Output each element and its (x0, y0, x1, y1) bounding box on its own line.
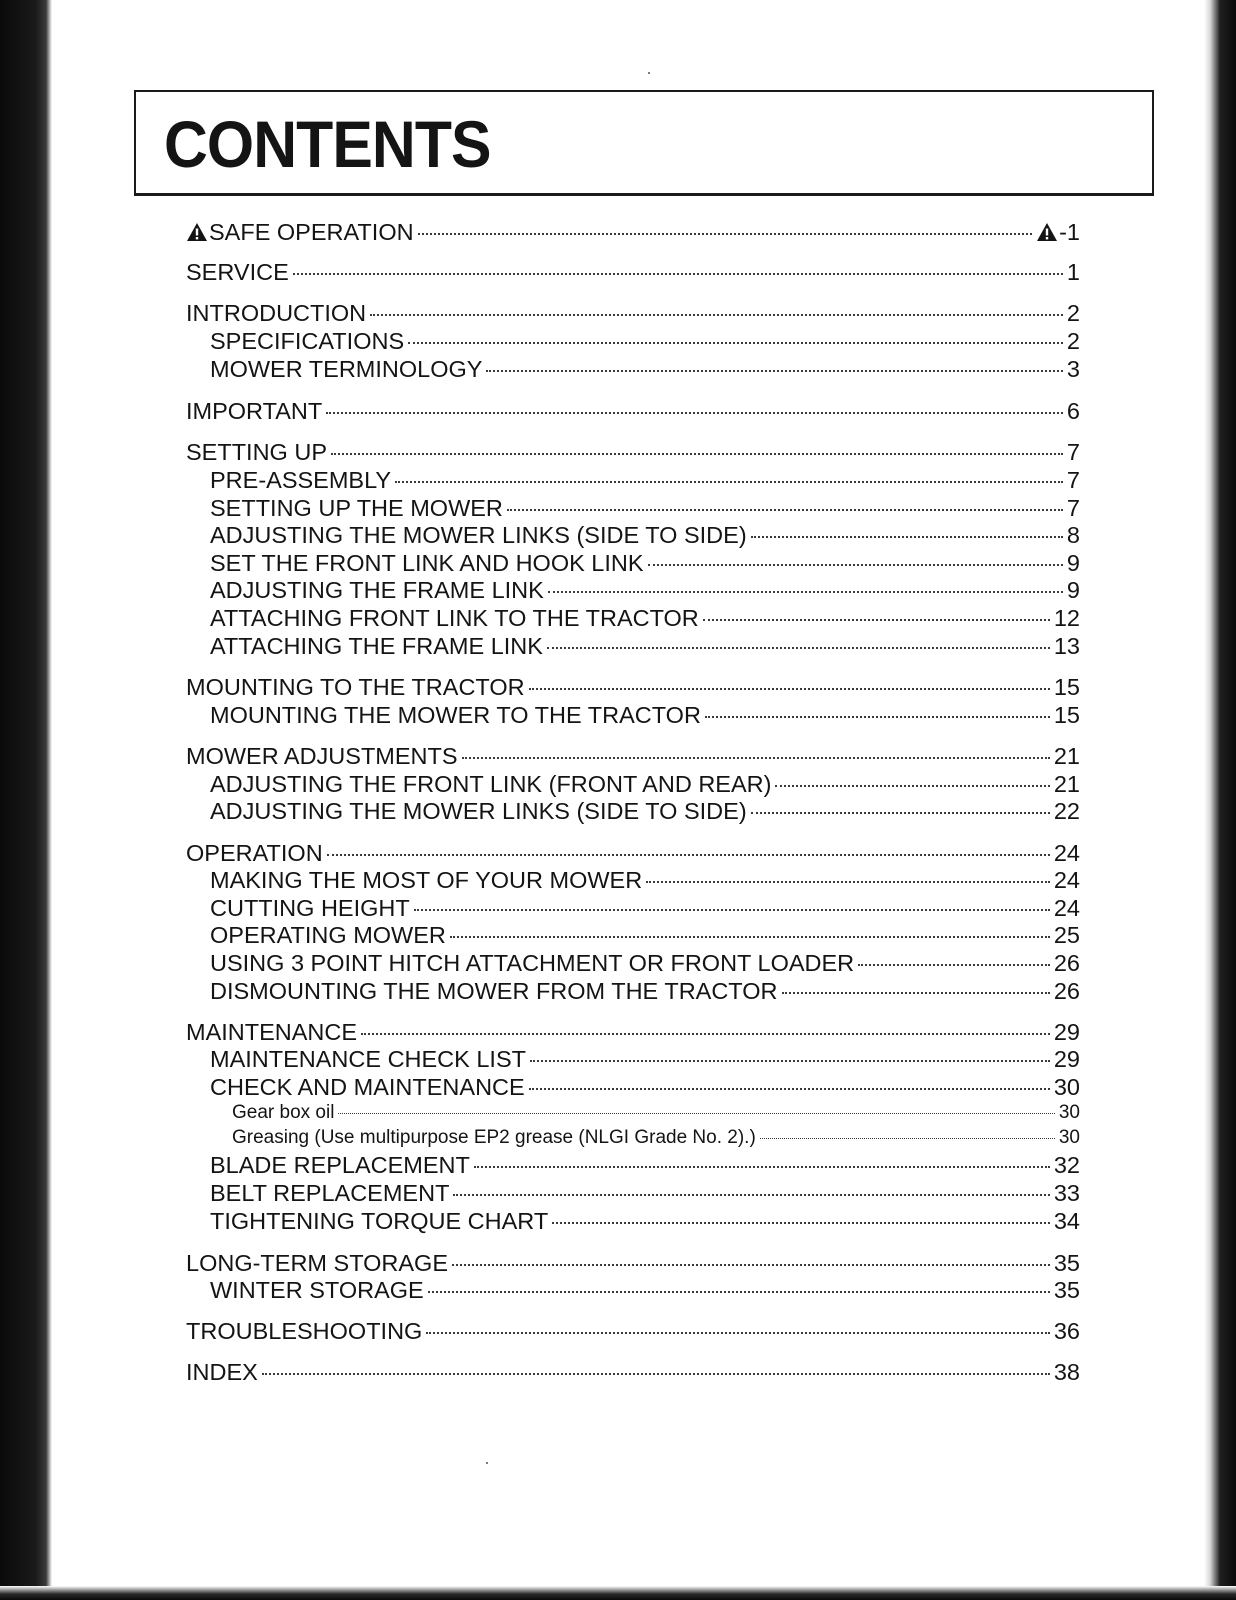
toc-entry-label (210, 327, 404, 355)
toc-entry-label (210, 604, 699, 632)
toc-entry-page-number: 15 (1053, 674, 1080, 700)
toc-entry-page (1054, 977, 1080, 1005)
dot-leader (858, 964, 1050, 966)
toc-entry (186, 218, 1080, 246)
toc-entry-page (1067, 299, 1080, 327)
toc-entry-text: MAINTENANCE CHECK LIST (210, 1046, 526, 1072)
toc-entry-text: SET THE FRONT LINK AND HOOK LINK (210, 550, 644, 576)
toc-entry-page (1054, 1018, 1080, 1046)
toc-entry-label (186, 299, 366, 327)
toc-entry-text: MOWER ADJUSTMENTS (186, 743, 458, 769)
toc-entry (210, 921, 1080, 949)
toc-entry (186, 1358, 1080, 1386)
toc-entry-page (1067, 397, 1080, 425)
toc-entry-text: ADJUSTING THE MOWER LINKS (SIDE TO SIDE) (210, 522, 747, 548)
toc-entry-page (1054, 673, 1080, 701)
toc-entry-text: SERVICE (186, 259, 289, 285)
toc-entry-label (210, 466, 391, 494)
toc-entry-page-number: 7 (1066, 495, 1080, 521)
toc-entry-page-number: 33 (1053, 1180, 1080, 1206)
toc-entry (210, 1073, 1080, 1101)
toc-entry-page-number: 13 (1053, 633, 1080, 659)
toc-entry (186, 1317, 1080, 1345)
toc-entry-text: IMPORTANT (186, 398, 323, 424)
toc-entry-label (186, 218, 414, 246)
toc-entry-text: CUTTING HEIGHT (210, 895, 410, 921)
toc-entry-page-number: 22 (1053, 798, 1080, 824)
toc-entry-label (186, 397, 322, 425)
toc-entry-label (210, 632, 543, 660)
toc-entry (210, 894, 1080, 922)
toc-entry-text: Gear box oil (232, 1102, 335, 1123)
toc-entry-page (1067, 494, 1080, 522)
toc-entry-page (1067, 466, 1080, 494)
toc-entry-page-number: 2 (1066, 328, 1080, 354)
dot-leader (548, 591, 1063, 593)
dot-leader (705, 716, 1050, 718)
toc-entry-page (1067, 355, 1080, 383)
dot-leader (361, 1033, 1050, 1035)
toc-entry-label (186, 1018, 357, 1046)
toc-entry-text: OPERATING MOWER (210, 922, 446, 948)
toc-entry-label (210, 1179, 449, 1207)
toc-entry-label (186, 742, 458, 770)
toc-entry-page (1054, 839, 1080, 867)
toc-entry (186, 258, 1080, 286)
dot-leader (331, 453, 1063, 455)
toc-entry-page (1054, 1317, 1080, 1345)
dot-leader (552, 1222, 1050, 1224)
dot-leader (751, 812, 1050, 814)
toc-entry (186, 742, 1080, 770)
toc-entry-text: LONG-TERM STORAGE (186, 1250, 449, 1276)
toc-entry (232, 1126, 1080, 1150)
toc-entry (210, 1207, 1080, 1235)
toc-entry (210, 949, 1080, 977)
toc-entry-page-number: 30 (1058, 1102, 1080, 1123)
dot-leader (293, 273, 1063, 275)
dot-leader (760, 1138, 1055, 1139)
dot-leader (775, 785, 1049, 787)
toc-entry (210, 576, 1080, 604)
toc-entry-page-number: 7 (1066, 467, 1080, 493)
toc-entry-text: SAFE OPERATION (209, 219, 414, 245)
toc-entry-page (1067, 327, 1080, 355)
toc-entry-label (210, 1276, 424, 1304)
toc-entry-page-number: 34 (1053, 1208, 1080, 1234)
toc-entry-page (1054, 1207, 1080, 1235)
toc-entry-page-number: 36 (1053, 1318, 1080, 1344)
toc-entry-label (210, 797, 747, 825)
toc-entry-page-number: 30 (1058, 1127, 1080, 1148)
toc-entry-page-number: 35 (1053, 1277, 1080, 1303)
toc-entry (210, 1151, 1080, 1179)
toc-entry-text: ATTACHING THE FRAME LINK (210, 633, 543, 659)
toc-entry (210, 797, 1080, 825)
toc-entry-text: Greasing (Use multipurpose EP2 grease (NLGI Grade No. 2).) (232, 1127, 756, 1148)
toc-entry-text: TIGHTENING TORQUE CHART (210, 1208, 549, 1234)
dot-leader (450, 936, 1050, 938)
dot-leader (474, 1166, 1050, 1168)
toc-entry-page (1054, 1179, 1080, 1207)
toc-entry-label (210, 1207, 548, 1235)
dot-leader (338, 1113, 1054, 1114)
toc-entry-label (210, 355, 482, 383)
toc-entry-label (210, 770, 771, 798)
toc-entry-text: DISMOUNTING THE MOWER FROM THE TRACTOR (210, 978, 778, 1004)
toc-entry-text: BELT REPLACEMENT (210, 1180, 450, 1206)
toc-entry-page (1059, 1101, 1080, 1125)
toc-entry-text: MOWER TERMINOLOGY (210, 356, 483, 382)
toc-entry-page-number: 26 (1053, 978, 1080, 1004)
toc-entry-page (1067, 438, 1080, 466)
toc-entry-page-number: 38 (1053, 1359, 1080, 1385)
toc-entry-text: USING 3 POINT HITCH ATTACHMENT OR FRONT LOADER (210, 950, 855, 976)
dot-leader (703, 619, 1050, 621)
toc-entry-label (210, 977, 778, 1005)
toc-entry-page-number: 9 (1066, 550, 1080, 576)
toc-entry-page-number: 24 (1053, 895, 1080, 921)
dot-leader (408, 342, 1063, 344)
toc-entry-text: ADJUSTING THE FRAME LINK (210, 577, 544, 603)
toc-entry (186, 1018, 1080, 1046)
toc-entry-page (1067, 549, 1080, 577)
dot-leader (462, 757, 1050, 759)
toc-entry-label (210, 549, 644, 577)
toc-entry-page-number: 6 (1066, 398, 1080, 424)
toc-entry-page (1054, 921, 1080, 949)
toc-entry-text: MAKING THE MOST OF YOUR MOWER (210, 867, 643, 893)
toc-entry-page-number: 30 (1053, 1074, 1080, 1100)
toc-entry-label (186, 673, 525, 701)
toc-entry-label (210, 701, 701, 729)
toc-entry-label (210, 866, 642, 894)
toc-entry-label (210, 576, 544, 604)
toc-entry (186, 1249, 1080, 1277)
toc-entry-label (210, 1151, 470, 1179)
toc-entry (210, 494, 1080, 522)
toc-entry (232, 1101, 1080, 1125)
toc-entry-text: SETTING UP THE MOWER (210, 495, 503, 521)
toc-entry-text: BLADE REPLACEMENT (210, 1152, 470, 1178)
toc-entry (186, 673, 1080, 701)
dot-leader (326, 412, 1063, 414)
toc-entry-label (186, 1317, 422, 1345)
toc-entry-page-number: 32 (1053, 1152, 1080, 1178)
toc-entry-text: TROUBLESHOOTING (186, 1318, 423, 1344)
dot-leader (452, 1264, 1050, 1266)
toc-entry-label (232, 1101, 334, 1125)
toc-entry (210, 549, 1080, 577)
toc-entry-page-number: 21 (1053, 743, 1080, 769)
toc-entry-page (1054, 701, 1080, 729)
toc-entry (210, 866, 1080, 894)
dot-leader (507, 509, 1063, 511)
toc-entry-page-number: 9 (1066, 577, 1080, 603)
toc-entry (210, 701, 1080, 729)
toc-entry-page-number: 8 (1066, 522, 1080, 548)
toc-entry-page (1054, 894, 1080, 922)
dot-leader (418, 233, 1033, 235)
toc-entry (210, 770, 1080, 798)
toc-entry-page-number: 15 (1053, 702, 1080, 728)
toc-entry-text: MAINTENANCE (186, 1019, 358, 1045)
warning-triangle-icon (1036, 222, 1058, 242)
toc-entry-page-number: 21 (1053, 771, 1080, 797)
toc-entry-text: CHECK AND MAINTENANCE (210, 1074, 525, 1100)
toc-entry-page-number: -1 (1059, 219, 1080, 245)
toc-entry-text: MOUNTING THE MOWER TO THE TRACTOR (210, 702, 701, 728)
toc-entry-page-number: 1 (1066, 259, 1080, 285)
toc-entry (210, 355, 1080, 383)
toc-entry (186, 438, 1080, 466)
toc-entry-page (1054, 632, 1080, 660)
toc-entry-label (186, 839, 323, 867)
toc-entry (210, 977, 1080, 1005)
toc-entry-page (1054, 797, 1080, 825)
toc-entry-text: INTRODUCTION (186, 300, 367, 326)
toc-entry-text: OPERATION (186, 840, 323, 866)
toc-entry (210, 632, 1080, 660)
toc-entry-page-number: 24 (1053, 867, 1080, 893)
dot-leader (370, 314, 1063, 316)
toc-entry-page-number: 7 (1066, 439, 1080, 465)
toc-entry-page (1054, 1073, 1080, 1101)
toc-entry-page (1054, 770, 1080, 798)
toc-entry-page (1054, 1358, 1080, 1386)
dot-leader (751, 536, 1063, 538)
toc-entry (210, 466, 1080, 494)
toc-entry-page (1054, 949, 1080, 977)
toc-entry-label (210, 521, 747, 549)
dot-leader (428, 1291, 1050, 1293)
dot-leader (529, 688, 1050, 690)
toc-entry (210, 327, 1080, 355)
toc-entry-page-number: 26 (1053, 950, 1080, 976)
toc-entry-page (1067, 258, 1080, 286)
toc-entry-page (1054, 1249, 1080, 1277)
dot-leader (395, 481, 1063, 483)
page-title: CONTENTS (164, 107, 491, 181)
toc-entry (210, 1179, 1080, 1207)
dot-leader (648, 564, 1063, 566)
toc-entry-label (210, 894, 410, 922)
toc-entry-page-number: 29 (1053, 1019, 1080, 1045)
toc-entry-page (1059, 1126, 1080, 1150)
dot-leader (547, 647, 1050, 649)
toc-entry-page-number: 25 (1053, 922, 1080, 948)
toc-entry-text: INDEX (186, 1359, 258, 1385)
toc-entry-page-number: 35 (1053, 1250, 1080, 1276)
toc-entry (186, 397, 1080, 425)
toc-entry (210, 1276, 1080, 1304)
dot-leader (262, 1373, 1050, 1375)
toc-entry-label (186, 438, 327, 466)
dot-leader (530, 1060, 1050, 1062)
toc-entry-label (210, 921, 446, 949)
toc-entry-text: SETTING UP (186, 439, 328, 465)
toc-entry-page-number: 29 (1053, 1046, 1080, 1072)
toc-entry-text: ATTACHING FRONT LINK TO THE TRACTOR (210, 605, 699, 631)
toc-entry-label (186, 1249, 448, 1277)
toc-entry-page (1067, 521, 1080, 549)
dot-leader (327, 854, 1050, 856)
toc-entry-label (210, 949, 854, 977)
toc-entry-label (210, 1045, 526, 1073)
toc-entry-label (186, 1358, 258, 1386)
toc-entry-page (1054, 1045, 1080, 1073)
warning-triangle-icon (186, 222, 208, 242)
dot-leader (646, 881, 1050, 883)
toc-entry-page (1067, 576, 1080, 604)
toc-entry-page-number: 3 (1066, 356, 1080, 382)
toc-entry-page-number: 2 (1066, 300, 1080, 326)
toc-entry-text: WINTER STORAGE (210, 1277, 424, 1303)
toc-entry-page-number: 12 (1053, 605, 1080, 631)
toc-entry-label (210, 494, 503, 522)
toc-entry-text: ADJUSTING THE MOWER LINKS (SIDE TO SIDE) (210, 798, 747, 824)
toc-entry-label (186, 258, 289, 286)
toc-entry (186, 839, 1080, 867)
dot-leader (782, 992, 1050, 994)
dot-leader (529, 1088, 1050, 1090)
toc-entry-text: MOUNTING TO THE TRACTOR (186, 674, 525, 700)
toc-entry-label (210, 1073, 525, 1101)
toc-entry-label (232, 1126, 756, 1150)
toc-entry-text: PRE-ASSEMBLY (210, 467, 392, 493)
toc-entry-page (1054, 866, 1080, 894)
toc-entry (210, 604, 1080, 632)
toc-entry-text: ADJUSTING THE FRONT LINK (FRONT AND REAR) (210, 771, 772, 797)
dot-leader (414, 909, 1050, 911)
toc-entry-text: SPECIFICATIONS (210, 328, 405, 354)
dot-leader (486, 370, 1062, 372)
toc-entry-page (1036, 218, 1080, 246)
toc-entry-page (1054, 604, 1080, 632)
toc-entry (210, 1045, 1080, 1073)
dot-leader (426, 1332, 1050, 1334)
dot-leader (453, 1194, 1049, 1196)
toc-entry-page (1054, 1276, 1080, 1304)
toc-entry-page-number: 24 (1053, 840, 1080, 866)
toc-entry-page (1054, 1151, 1080, 1179)
toc-entry (186, 299, 1080, 327)
toc-entry (210, 521, 1080, 549)
toc-entry-page (1054, 742, 1080, 770)
